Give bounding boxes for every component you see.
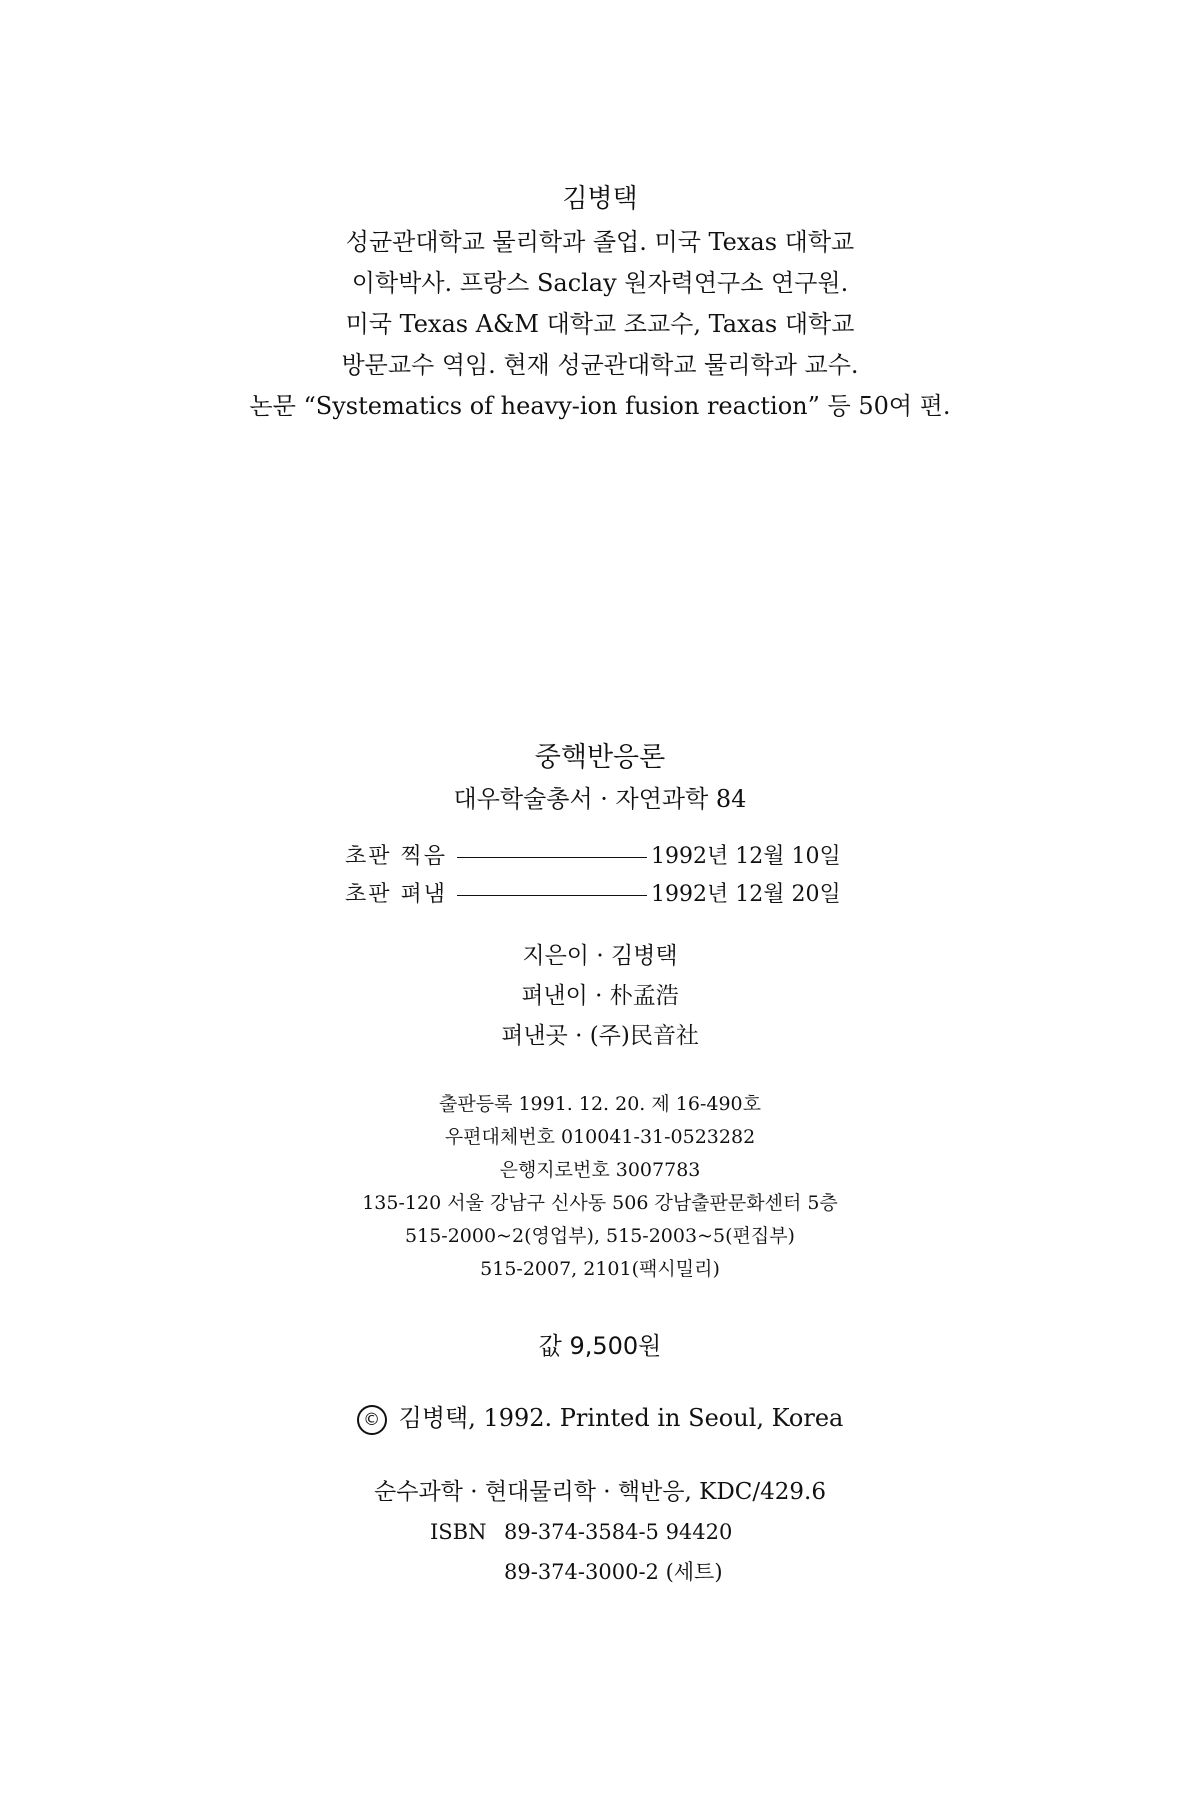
- bio-line: 미국 Texas A&M 대학교 조교수, Taxas 대학교: [345, 310, 855, 338]
- isbn-set-value: 89-374-3000-2 (세트): [504, 1560, 723, 1584]
- bio-line: 이학박사. 프랑스 Saclay 원자력연구소 연구원.: [351, 269, 849, 297]
- copyright-line: [0, 1398, 1200, 1435]
- isbn-block: [430, 1512, 732, 1592]
- first-publish-row: [345, 876, 841, 914]
- isbn-row: [430, 1552, 732, 1592]
- postal-account: 우편대체번호 010041-31-0523282: [444, 1126, 756, 1148]
- date-label: 초판 펴냄: [345, 882, 448, 907]
- isbn-value: 89-374-3584-5 94420: [504, 1520, 733, 1544]
- isbn-spacer: [430, 1552, 504, 1592]
- publication-info: [0, 1088, 1200, 1286]
- author-name: 김병택: [562, 184, 638, 214]
- credit-publisher: 펴낸곳 · (주)民音社: [501, 1023, 699, 1049]
- book-title: 중핵반응론: [534, 742, 666, 773]
- copyright-icon: ©: [357, 1405, 387, 1435]
- date-value: 1992년 12월 10일: [651, 844, 841, 869]
- giro-number: 은행지로번호 3007783: [499, 1159, 701, 1181]
- phone-numbers: 515-2000~2(영업부), 515-2003~5(편집부): [405, 1225, 795, 1247]
- bio-line: 논문 “Systematics of heavy-ion fusion reaction” 등 50여 편.: [249, 392, 951, 420]
- credit-author: 지은이 · 김병택: [522, 943, 678, 969]
- leader-rule: [457, 857, 647, 858]
- bio-line: 성균관대학교 물리학과 졸업. 미국 Texas 대학교: [345, 228, 855, 256]
- credit-publisher-person: 펴낸이 · 朴孟浩: [521, 983, 679, 1009]
- copyright-text: 김병택, 1992. Printed in Seoul, Korea: [398, 1404, 844, 1432]
- series-name: 대우학술총서 · 자연과학 84: [453, 785, 747, 813]
- fax-number: 515-2007, 2101(팩시밀리): [480, 1258, 720, 1280]
- classification: [0, 1472, 1200, 1512]
- price: 값 9,500원: [538, 1332, 662, 1360]
- date-value: 1992년 12월 20일: [651, 882, 841, 907]
- date-label: 초판 찍음: [345, 844, 448, 869]
- author-bio: [0, 222, 1200, 427]
- print-dates: [345, 838, 841, 914]
- isbn-row: [430, 1512, 732, 1552]
- credits: [0, 936, 1200, 1056]
- bio-line: 방문교수 역임. 현재 성균관대학교 물리학과 교수.: [341, 351, 859, 379]
- first-print-row: [345, 838, 841, 876]
- isbn-label: ISBN: [430, 1520, 487, 1544]
- address: 135-120 서울 강남구 신사동 506 강남출판문화센터 5층: [362, 1192, 838, 1214]
- registration: 출판등록 1991. 12. 20. 제 16-490호: [438, 1093, 761, 1115]
- subject-classification: 순수과학 · 현대물리학 · 핵반응, KDC/429.6: [374, 1479, 826, 1505]
- leader-rule: [457, 895, 647, 896]
